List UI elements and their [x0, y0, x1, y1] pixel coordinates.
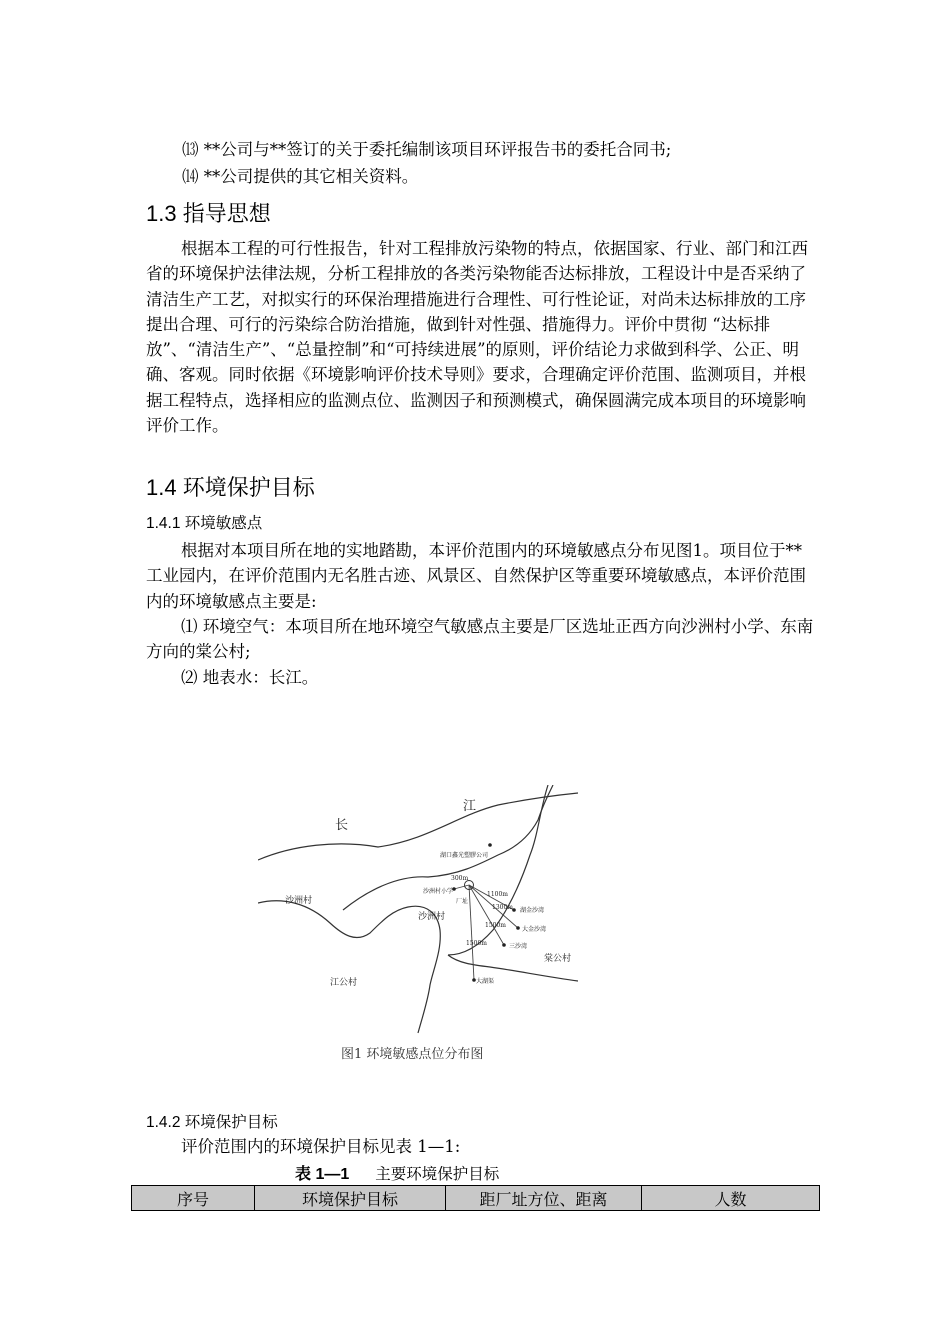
- map-distance-1: 1100m: [487, 891, 508, 898]
- subsection-heading-1-4-1: 1.4.1 环境敏感点: [146, 515, 263, 532]
- map-label-factory: 厂址: [456, 898, 469, 905]
- map-label-shazhou-center: 沙洲村: [418, 912, 446, 922]
- section-1-3-body: 根据本工程的可行性报告，针对工程排放污染物的特点，依据国家、行业、部门和江西省的环境保护法律法规，分析工程排放的各类污染物能否达标排放，工程设计中是否采纳了清洁生产工艺，对拟实行的环保治理措施进行合理性、可行性论证，对尚未达标排放的工序提出合理、可行的污染综合防治措施，做到针对性强、措施得力。评价中贯彻 “达标排放”、“清洁生产”、“总量控制”和“可持续进展”的原则，评价结论力求做到科学、公正、明确、客观。同时依据《环境影响评价技术导则》要求，合理确定评价范围、监测项目，并根据工程特点，选择相应的监测点位、监测因子和预测模式，确保圆满完成本项目的环境影响评价工作。: [146, 239, 808, 436]
- map-label-company: 湖口鑫光塑膠公司: [440, 852, 489, 859]
- subsection-1-4-2-body: 评价范围内的环境保护目标见表 1—1:: [181, 1137, 461, 1156]
- map-label-tanggong: 棠公村: [544, 954, 572, 964]
- table-number: 表 1—1: [295, 1166, 350, 1183]
- map-label-p4: 大湖渠: [476, 978, 495, 985]
- table-header-row: [132, 1186, 820, 1211]
- map-label-p3: 三沙湾: [509, 943, 528, 950]
- map-distance-school: 300m: [451, 875, 469, 882]
- subsection-heading-1-4-2: 1.4.2 环境保护目标: [146, 1114, 278, 1131]
- header-population: 人数: [642, 1186, 820, 1211]
- map-label-jianggong: 江公村: [330, 978, 358, 988]
- map-label-p2: 大金沙湾: [522, 926, 547, 933]
- map-label-school: 沙洲村小学: [423, 888, 454, 895]
- sensitive-point-water: ⑵ 地表水：长江。: [181, 668, 319, 687]
- map-distance-2: 1300m: [492, 904, 513, 911]
- reference-item-14: ⒁ **公司提供的其它相关资料。: [182, 167, 419, 186]
- header-distance: 距厂址方位、距离: [446, 1186, 642, 1211]
- map-label-shazhou-west: 沙洲村: [285, 896, 313, 906]
- company-dot: [488, 843, 492, 847]
- map-label-chang: 长: [335, 818, 349, 833]
- header-index: 序号: [132, 1186, 255, 1211]
- map-distance-4: 1500m: [466, 940, 487, 947]
- sensitive-points-map: [258, 785, 578, 1035]
- river-bank-north: [258, 793, 578, 860]
- map-distance-3: 1500m: [485, 922, 506, 929]
- shore-west: [258, 901, 440, 1033]
- table-title: [295, 1161, 499, 1184]
- line-factory-p4: [469, 885, 474, 980]
- sensitive-point-air: ⑴ 环境空气：本项目所在地环境空气敏感点主要是厂区选址正西方向沙洲村小学、东南方向的棠公村;: [146, 617, 814, 662]
- header-target: 环境保护目标: [255, 1186, 446, 1211]
- table-caption: 主要环境保护目标: [375, 1165, 500, 1183]
- protection-targets-table: [131, 1185, 820, 1211]
- section-heading-1-3: 1.3 指导思想: [146, 201, 271, 226]
- map-label-jiang: 江: [463, 799, 477, 814]
- figure-caption: 图1 环境敏感点位分布图: [341, 1047, 484, 1062]
- subsection-1-4-1-body: 根据对本项目所在地的实地踏勘，本评价范围内的环境敏感点分布见图1。项目位于**工业园内，在评价范围内无名胜古迹、风景区、自然保护区等重要环境敏感点，本评价范围内的环境敏感点主要是:: [146, 541, 806, 611]
- map-label-p1: 湖金沙湾: [520, 907, 545, 914]
- p3-dot: [502, 943, 506, 947]
- section-heading-1-4: 1.4 环境保护目标: [146, 475, 315, 500]
- reference-item-13: ⒀ **公司与**签订的关于委托编制该项目环评报告书的委托合同书;: [182, 140, 672, 159]
- p2-dot: [516, 926, 520, 930]
